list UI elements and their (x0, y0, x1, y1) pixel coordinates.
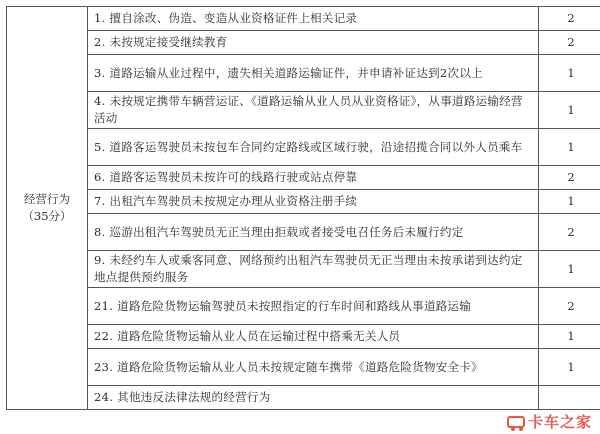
category-cell (7, 7, 88, 410)
table-row (7, 349, 600, 386)
violation-item: 22. 道路危险货物运输从业人员在运输过程中搭乘无关人员 (88, 325, 539, 349)
violation-score: 1 (539, 190, 600, 214)
violation-score: 2 (539, 288, 600, 325)
violation-item: 8. 巡游出租汽车驾驶员无正当理由拒载或者接受电召任务后未履行约定 (88, 214, 539, 251)
watermark-text: 卡车之家 (527, 413, 592, 431)
category-points: （35分） (22, 209, 72, 223)
violation-item: 3. 道路运输从业过程中，遗失相关道路运输证件，并申请补证达到2次以上 (88, 55, 539, 92)
violation-score: 1 (539, 251, 600, 288)
violation-score: 1 (539, 92, 600, 129)
violation-item: 2. 未按规定接受继续教育 (88, 31, 539, 55)
watermark-logo (507, 411, 592, 432)
violation-item: 4. 未按规定携带车辆营运证、《道路运输从业人员从业资格证》，从事道路运输经营活动 (88, 92, 539, 129)
table-row (7, 190, 600, 214)
violation-score: 2 (539, 31, 600, 55)
table-row (7, 31, 600, 55)
table-row (7, 214, 600, 251)
violation-item: 5. 道路客运驾驶员未按包车合同约定路线或区域行驶，沿途招揽合同以外人员乘车 (88, 129, 539, 166)
table-row (7, 55, 600, 92)
violation-score: 2 (539, 166, 600, 190)
violation-score: 1 (539, 129, 600, 166)
violation-item: 24. 其他违反法律法规的经营行为 (88, 386, 539, 410)
violation-item: 23. 道路危险货物运输从业人员未按规定随车携带《道路危险货物安全卡》 (88, 349, 539, 386)
violation-item: 6. 道路客运驾驶员未按许可的线路行驶或站点停靠 (88, 166, 539, 190)
table-row (7, 7, 600, 31)
violation-score: 2 (539, 7, 600, 31)
table-row (7, 325, 600, 349)
table-row (7, 386, 600, 410)
violation-item: 1. 擅自涂改、伪造、变造从业资格证件上相关记录 (88, 7, 539, 31)
violation-score: 1 (539, 349, 600, 386)
table-row (7, 166, 600, 190)
table-row (7, 129, 600, 166)
violation-item: 21. 道路危险货物运输驾驶员未按照指定的行车时间和路线从事道路运输 (88, 288, 539, 325)
violation-score (539, 386, 600, 410)
category-name: 经营行为 (24, 192, 70, 206)
violation-score-table (6, 6, 600, 410)
violation-item: 9. 未经约车人或乘客同意、网络预约出租汽车驾驶员无正当理由未按承诺到达约定地点提供预约服务 (88, 251, 539, 288)
violation-score: 1 (539, 55, 600, 92)
table-row (7, 288, 600, 325)
violation-score: 1 (539, 325, 600, 349)
truck-icon (507, 416, 525, 428)
table-row (7, 251, 600, 288)
violation-score: 2 (539, 214, 600, 251)
violation-item: 7. 出租汽车驾驶员未按规定办理从业资格注册手续 (88, 190, 539, 214)
table-row (7, 92, 600, 129)
